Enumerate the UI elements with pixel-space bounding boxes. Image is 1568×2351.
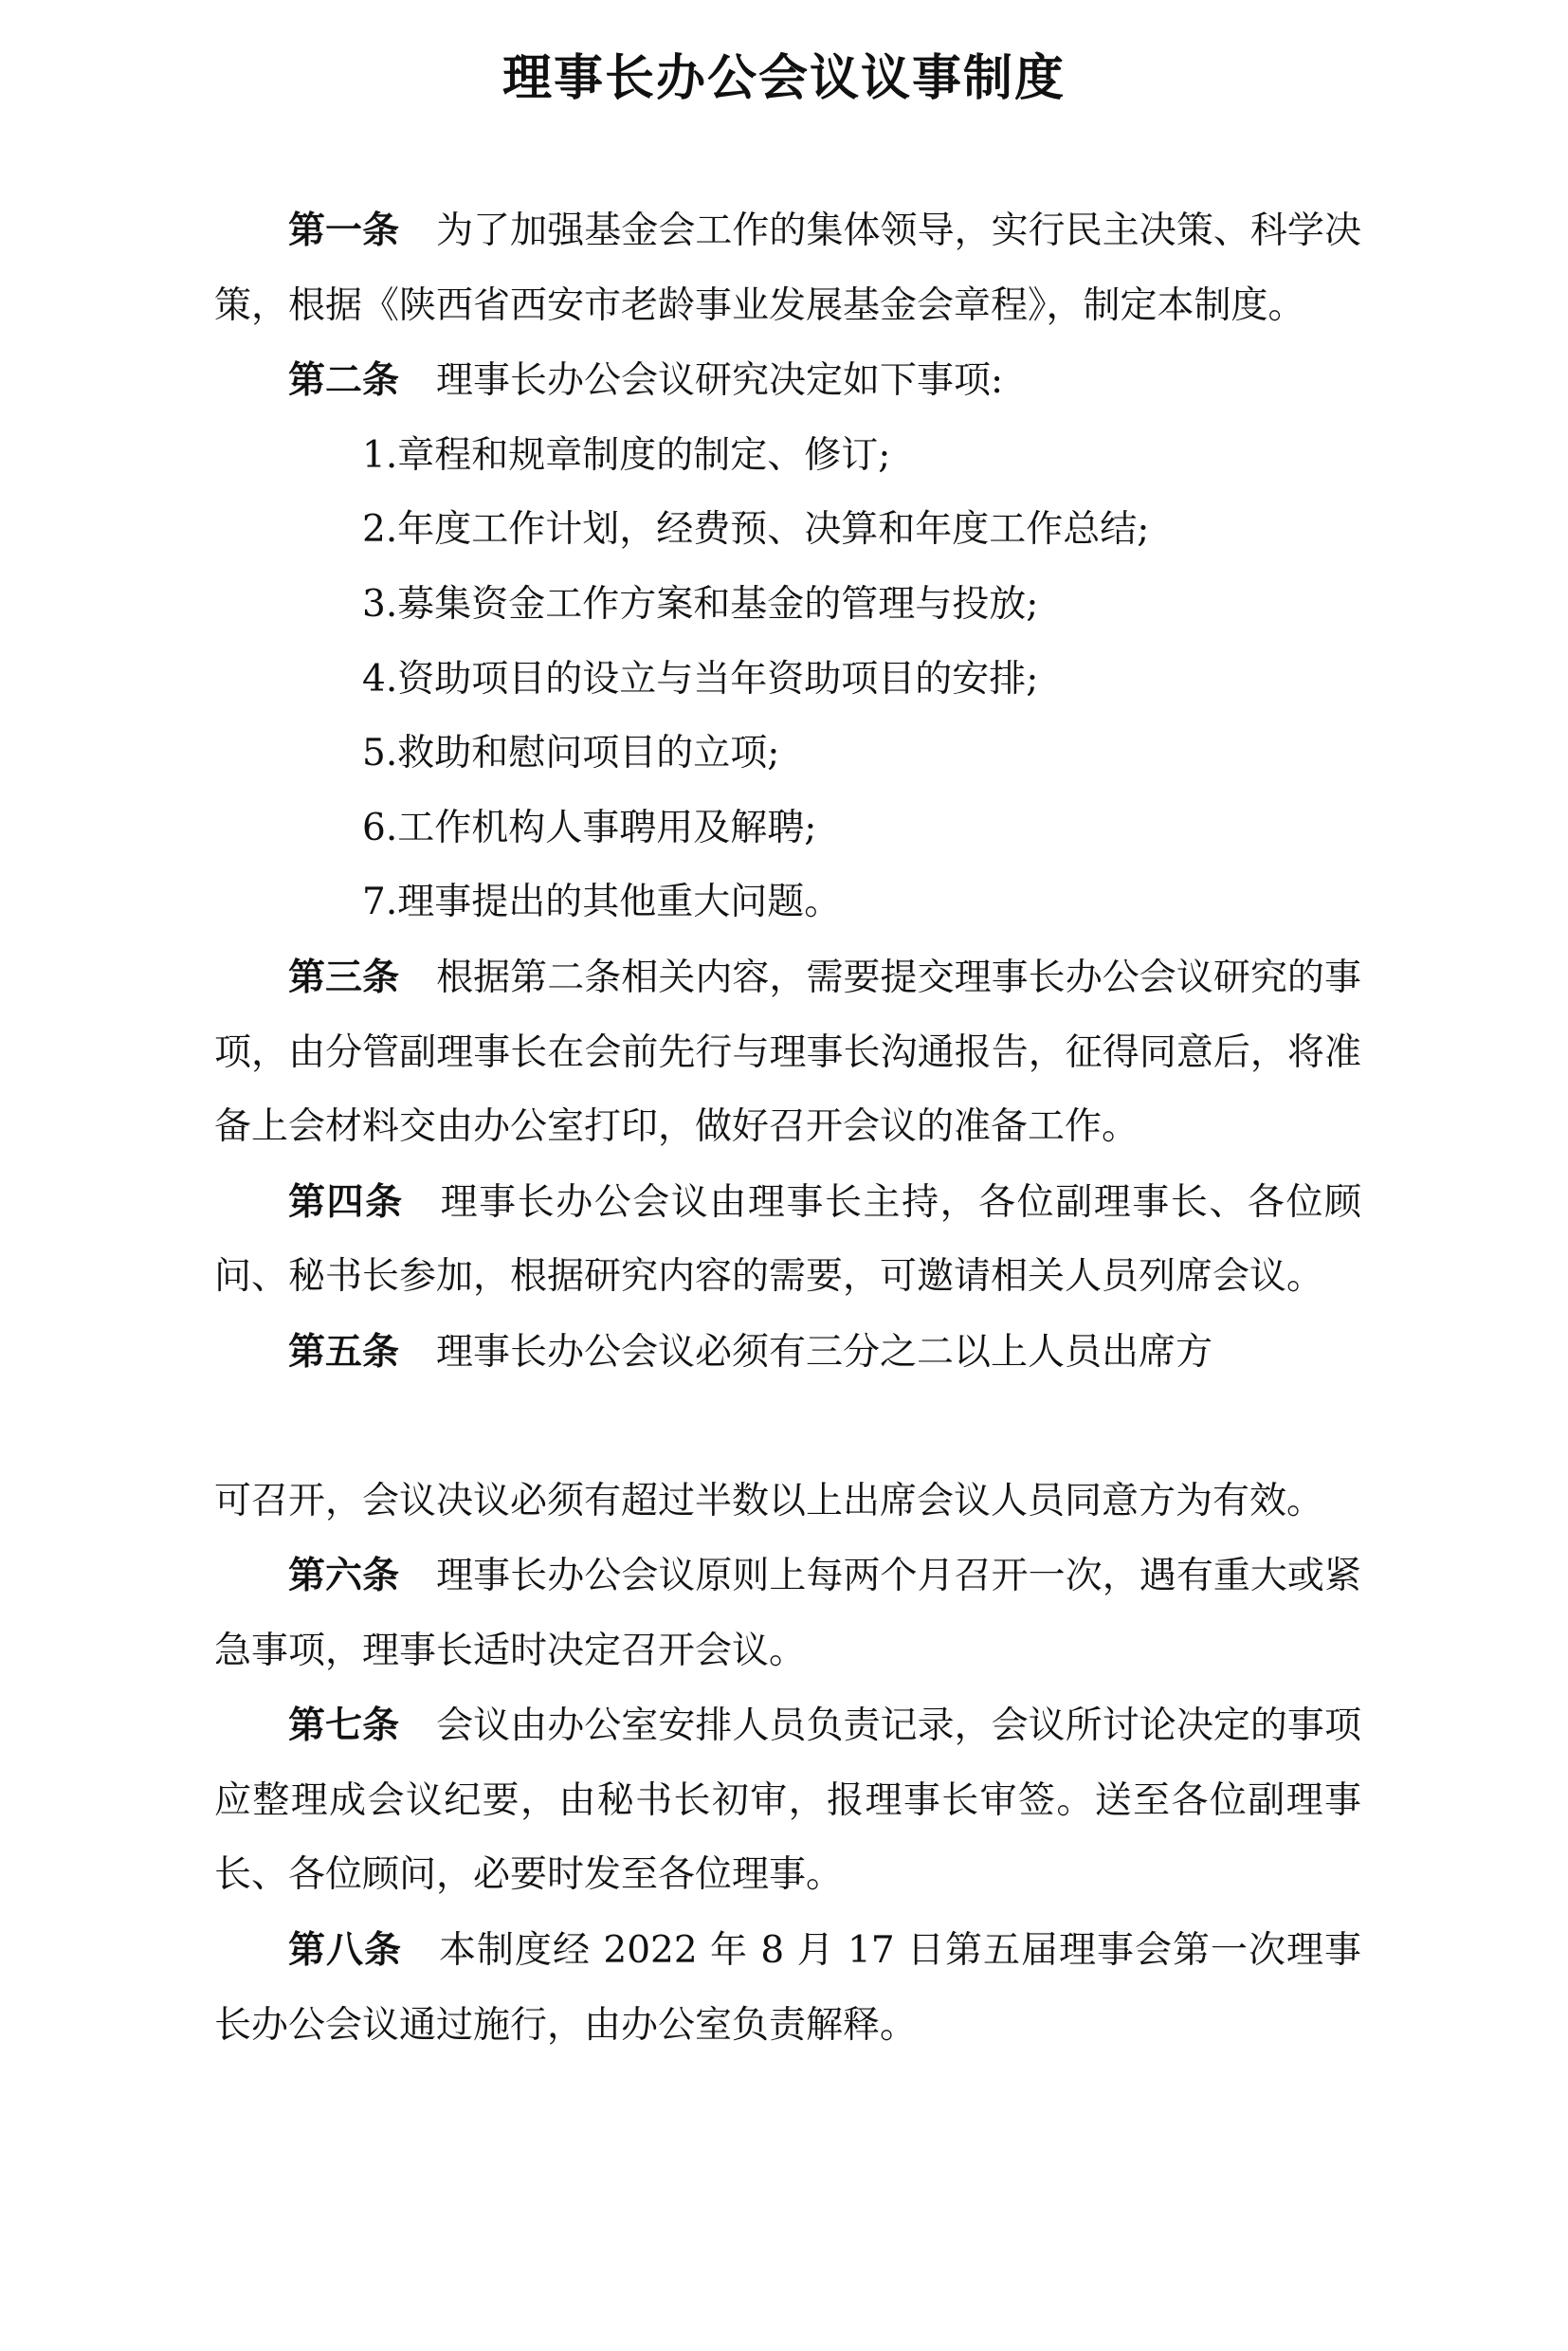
list-item-number: 7. (362, 881, 398, 924)
article-heading: 第六条 (288, 1554, 400, 1598)
list-item-text: 理事提出的其他重大问题。 (397, 881, 842, 924)
article-text: 理事长办公会议研究决定如下事项: (436, 359, 1004, 403)
list-item-number: 5. (362, 732, 398, 775)
list-item-number: 2. (362, 508, 398, 552)
list-item (214, 568, 1361, 643)
article-8 (214, 1913, 1361, 2063)
article-text: 为了加强基金会工作的集体领导，实行民主决策、科学决策，根据《陕西省西安市老龄事业发展基金会章程》，制定本制度。 (214, 210, 1361, 327)
article-2 (214, 343, 1361, 419)
article-text: 可召开，会议决议必须有超过半数以上出席会议人员同意方为有效。 (214, 1479, 1324, 1522)
article-heading: 第二条 (288, 358, 400, 403)
page-gap (214, 1391, 1361, 1465)
article-7 (214, 1688, 1361, 1913)
list-item (214, 717, 1361, 792)
article-text: 根据第二条相关内容，需要提交理事长办公会议研究的事项，由分管副理事长在会前先行与理事长沟通报告，征得同意后，将准备上会材料交由办公室打印，做好召开会议的准备工作。 (214, 956, 1361, 1149)
article-4 (214, 1165, 1361, 1315)
article-heading: 第七条 (288, 1704, 400, 1748)
list-item-text: 资助项目的设立与当年资助项目的安排; (397, 657, 1039, 701)
list-item (214, 866, 1361, 940)
article-text: 会议由办公室安排人员负责记录，会议所讨论决定的事项应整理成会议纪要，由秘书长初审，报理事长审签。送至各位副理事长、各位顾问，必要时发至各位理事。 (214, 1704, 1361, 1897)
list-item-number: 4. (362, 657, 398, 701)
list-item-number: 6. (362, 806, 398, 849)
list-item-text: 年度工作计划，经费预、决算和年度工作总结; (397, 508, 1150, 552)
document-body (214, 193, 1361, 2063)
list-item (214, 419, 1361, 494)
article-text: 理事长办公会议必须有三分之二以上人员出席方 (436, 1330, 1213, 1374)
list-item-number: 1. (362, 433, 398, 477)
article-heading: 第五条 (288, 1329, 400, 1374)
list-item-text: 工作机构人事聘用及解聘; (397, 806, 817, 849)
document-title: 理事长办公会议议事制度 (501, 49, 1066, 107)
article-5 (214, 1315, 1361, 1391)
article-1 (214, 193, 1361, 343)
list-item-number: 3. (362, 582, 398, 626)
article-text: 本制度经 2022 年 8 月 17 日第五届理事会第一次理事长办公会议通过施行，由办公室负责解释。 (214, 1929, 1361, 2047)
article-3 (214, 940, 1361, 1165)
list-item (214, 643, 1361, 718)
article-heading: 第三条 (288, 955, 400, 999)
article-6 (214, 1539, 1361, 1688)
article-heading: 第八条 (288, 1928, 402, 1973)
article-heading: 第一条 (288, 209, 400, 252)
article-text: 理事长办公会议原则上每两个月召开一次，遇有重大或紧急事项，理事长适时决定召开会议。 (214, 1555, 1361, 1672)
article-text: 理事长办公会议由理事长主持，各位副理事长、各位顾问、秘书长参加，根据研究内容的需要，可邀请相关人员列席会议。 (214, 1180, 1361, 1299)
article-5-continued (214, 1465, 1361, 1540)
list-item (214, 792, 1361, 866)
list-item-text: 募集资金工作方案和基金的管理与投放; (397, 582, 1039, 626)
list-item-text: 章程和规章制度的制定、修订; (397, 433, 891, 477)
article-heading: 第四条 (288, 1179, 404, 1224)
list-item-text: 救助和慰问项目的立项; (397, 732, 780, 775)
list-item (214, 493, 1361, 568)
